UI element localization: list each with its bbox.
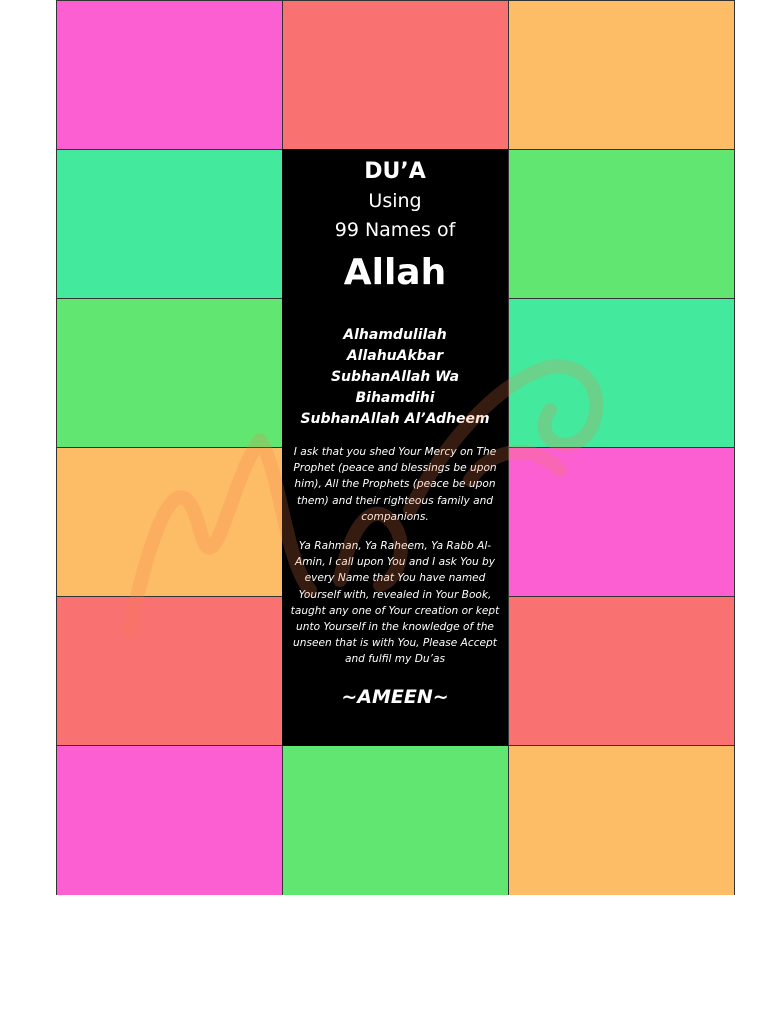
title-allah: Allah <box>343 252 447 293</box>
praise-line: SubhanAllah Wa Bihamdihi <box>330 369 460 406</box>
title-dua: DU’A <box>364 159 426 184</box>
praise-line: Alhamdulilah <box>343 327 447 343</box>
grid-cell <box>57 745 283 895</box>
grid-cell <box>509 298 735 447</box>
dua-panel <box>282 149 508 746</box>
ameen-closing: ~AMEEN~ <box>341 685 449 708</box>
title-names: 99 Names of <box>334 219 456 241</box>
praises-block <box>290 325 500 430</box>
grid-cell <box>509 447 735 596</box>
grid-cell <box>509 149 735 298</box>
grid-cell <box>57 0 283 149</box>
praise-line: SubhanAllah Al’Adheem <box>300 411 490 427</box>
grid-cell <box>57 447 283 596</box>
title-using: Using <box>368 190 422 212</box>
grid-cell <box>57 298 283 447</box>
grid-cell <box>283 0 509 149</box>
grid-cell <box>283 745 509 895</box>
grid-cell <box>509 596 735 745</box>
praise-line: AllahuAkbar <box>346 348 444 364</box>
grid-cell <box>57 149 283 298</box>
grid-cell <box>509 745 735 895</box>
grid-cell <box>509 0 735 149</box>
supplication-paragraph: Ya Rahman, Ya Raheem, Ya Rabb Al-Amin, I call upon You and I ask You by every Name that You have named Yourself with, revealed in Your Book, taught any one of Your creation or kept unto Yourself in the knowledge of the unseen that is with You, Please Accept and fulfil my Du’as <box>290 540 500 666</box>
mercy-paragraph: I ask that you shed Your Mercy on The Prophet (peace and blessings be upon him), All the Prophets (peace be upon them) and their righteous family and companions. <box>293 446 497 523</box>
grid-cell <box>57 596 283 745</box>
